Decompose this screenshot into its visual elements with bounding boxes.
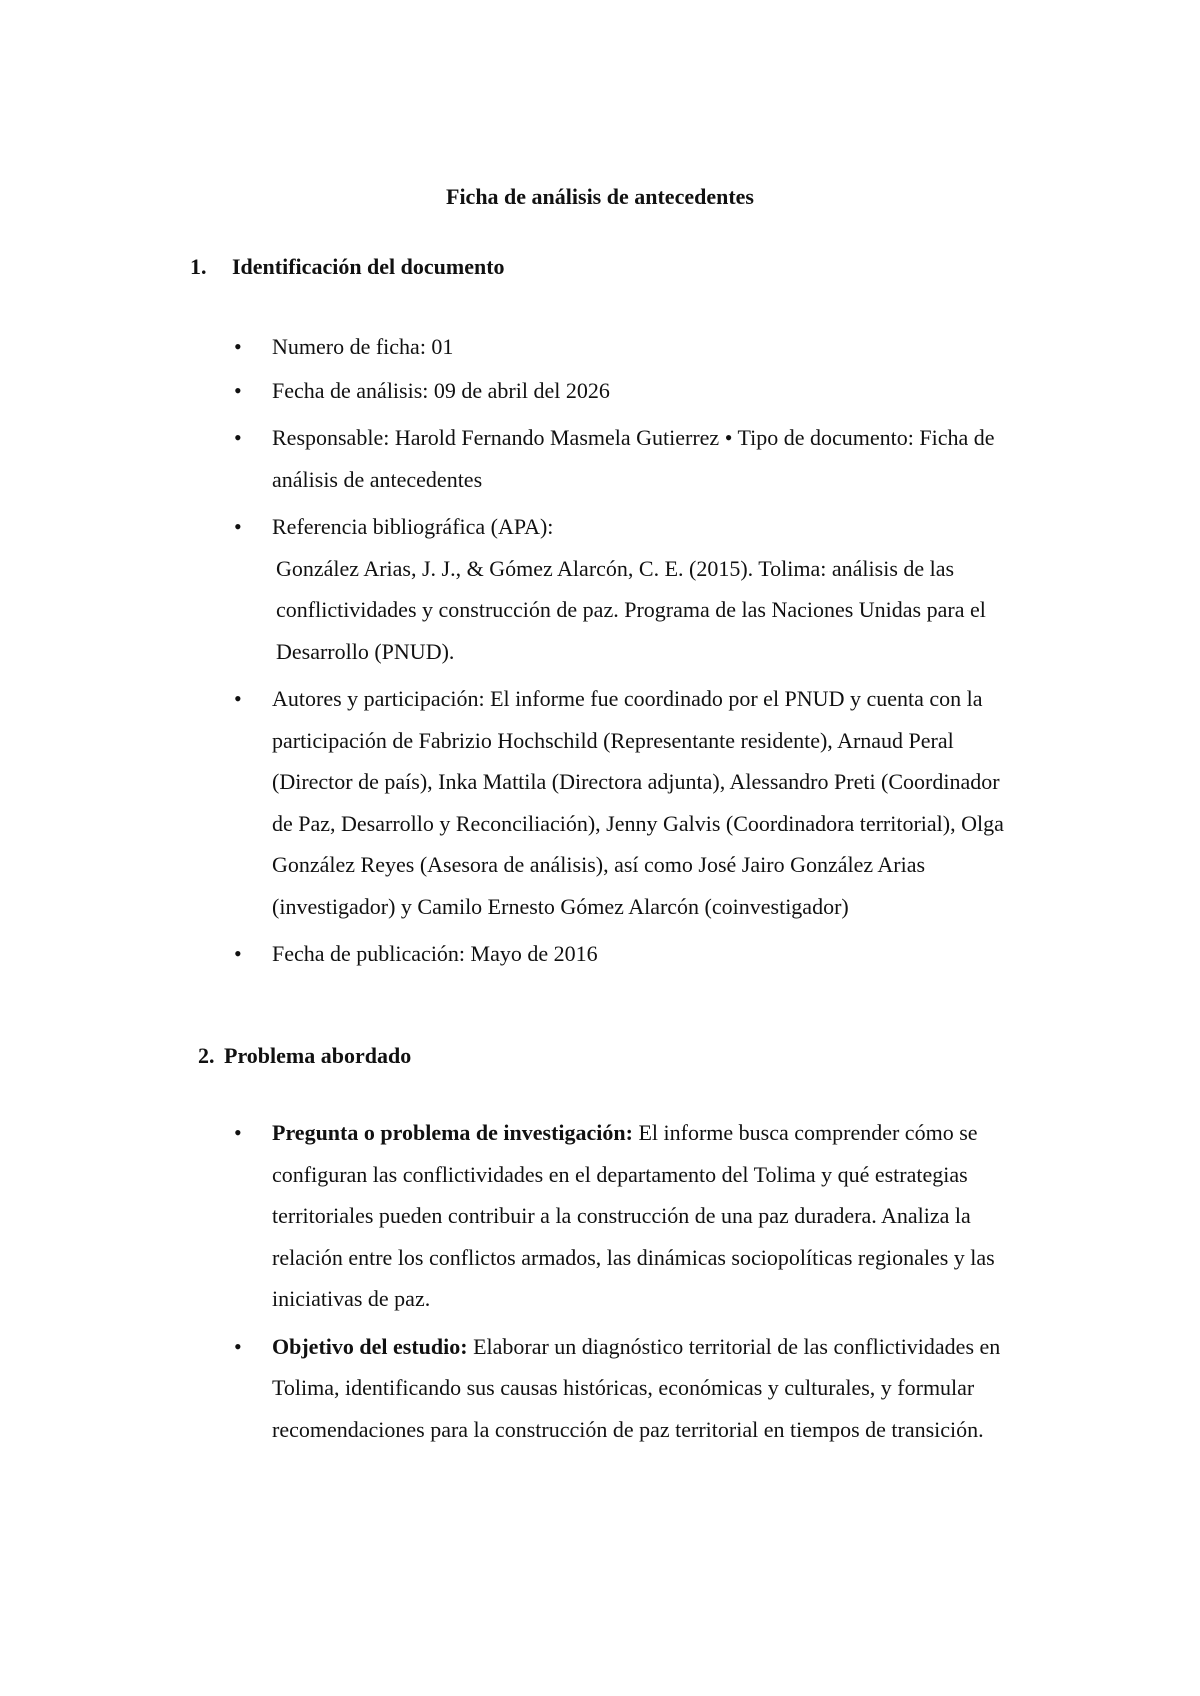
item-label: Pregunta o problema de investigación: [272, 1120, 633, 1145]
bullet-icon: • [234, 334, 242, 359]
bullet-icon: • [234, 514, 242, 539]
problema-list [0, 1112, 1200, 1450]
list-item-responsable [0, 417, 1012, 500]
list-item-text: Fecha de publicación: Mayo de 2016 [272, 941, 598, 966]
bullet-icon: • [234, 377, 242, 403]
bullet-icon: • [234, 1120, 242, 1145]
section-heading-problema [198, 1043, 411, 1069]
section-number: 1. [190, 254, 207, 279]
document-title: Ficha de análisis de antecedentes [446, 184, 754, 209]
list-item-text: Fecha de análisis: 09 de abril del 2026 [272, 377, 610, 403]
bullet-icon: • [234, 1333, 242, 1359]
item-label: Objetivo del estudio: [272, 1333, 468, 1359]
reference-label: Referencia bibliográfica (APA): [272, 514, 554, 539]
bullet-icon: • [234, 686, 242, 711]
identificacion-list [0, 326, 1200, 975]
section-title: Problema abordado [224, 1043, 412, 1068]
section-title: Identificación del documento [232, 254, 505, 279]
list-item-fecha-publicacion [0, 933, 1012, 975]
reference-text: González Arias, J. J., & Gómez Alarcón, C. E. (2015). Tolima: análisis de las conflictividades y construcción de paz. Programa de las Naciones Unidas para el Desarrollo (PNUD). [276, 555, 986, 664]
list-item-text: Autores y participación: El informe fue coordinado por el PNUD y cuenta con la participación de Fabrizio Hochschild (Representante residente), Arnaud Peral (Director de país), Inka Mattila (Directora adjunta), Alessandro Preti (Coordinador de Paz, Desarrollo y Reconciliación), Jenny Galvis (Coordinadora territorial), Olga González Reyes (Asesora de análisis), así como José Jairo González Arias (investigador) y Camilo Ernesto Gómez Alarcón (coinvestigador) [272, 686, 1004, 919]
section-heading-identificacion [190, 254, 505, 280]
list-item-text: Responsable: Harold Fernando Masmela Gutierrez • Tipo de documento: Ficha de análisis de antecedentes [272, 425, 995, 492]
list-item-objetivo [0, 1326, 1012, 1451]
list-item-autores [0, 678, 1012, 927]
list-item-text: Numero de ficha: 01 [272, 334, 454, 359]
bullet-icon: • [234, 425, 242, 450]
list-item-text: Elaborar un diagnóstico territorial de las conflictividades en Tolima, identificando sus causas históricas, económicas y culturales, y formular recomendaciones para la construcción de paz territorial en tiempos de transición. [272, 1333, 1001, 1442]
list-item-referencia [0, 506, 1012, 672]
list-item-fecha-analisis [0, 370, 1012, 412]
section-number: 2. [198, 1043, 215, 1068]
list-item-pregunta [0, 1112, 1012, 1320]
bullet-icon: • [234, 941, 242, 966]
list-item-numero-ficha [0, 326, 1012, 368]
list-item-text: El informe busca comprender cómo se configuran las conflictividades en el departamento del Tolima y qué estrategias territoriales pueden contribuir a la construcción de una paz duradera. Analiza la relación entre los conflictos armados, las dinámicas sociopolíticas regionales y las iniciativas de paz. [272, 1120, 995, 1311]
